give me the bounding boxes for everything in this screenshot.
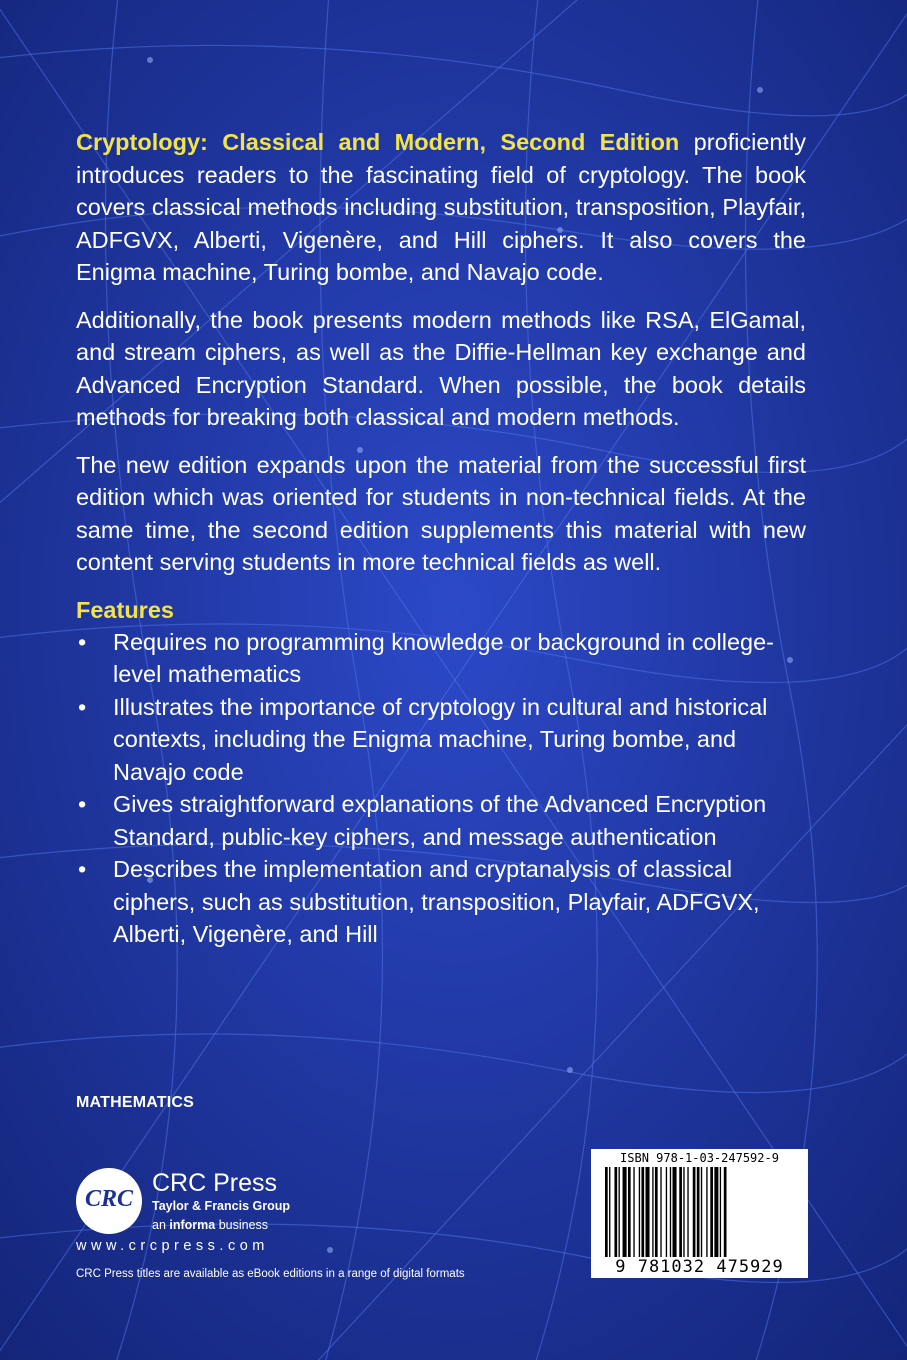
barcode-bar <box>614 1167 617 1257</box>
publisher-website: www.crcpress.com <box>76 1238 269 1254</box>
feature-item <box>76 788 806 853</box>
barcode-bar <box>619 1167 620 1257</box>
book-title: Cryptology: Classical and Modern, Second Edition <box>76 129 680 155</box>
description-block <box>76 126 806 951</box>
isbn-label: ISBN 978-1-03-247592-9 <box>620 1151 779 1165</box>
feature-text: Requires no programming knowledge or background in college-level mathematics <box>113 628 774 687</box>
barcode-bar <box>633 1167 634 1257</box>
description-paragraph-2: Additionally, the book presents modern methods like RSA, ElGamal, and stream ciphers, as well as the Diffie-Hellman key exchange and Advanced Encryption Standard. When possible, the book details methods for breaking both classical and modern methods. <box>76 306 806 430</box>
feature-text: Gives straightforward explanations of the Advanced Encryption Standard, public-key ciphers, and message authentication <box>113 791 767 850</box>
bullet-icon: • <box>78 693 87 720</box>
feature-text: Illustrates the importance of cryptology in cultural and historical contexts, including the Enigma machine, Turing bombe, and Navajo code <box>113 693 768 785</box>
barcode-bar <box>628 1167 631 1257</box>
barcode-bar <box>701 1167 702 1257</box>
bullet-icon: • <box>78 791 87 817</box>
feature-text: Describes the implementation and cryptanalysis of classical ciphers, such as substitution, transposition, Playfair, ADFGVX, Alberti, Vigenère, and Hill <box>113 856 760 947</box>
publisher-informa-line: an informa business <box>152 1218 269 1232</box>
barcode-bar <box>673 1167 677 1257</box>
barcode-bar <box>655 1167 658 1257</box>
features-section <box>76 594 806 951</box>
barcode-bar <box>670 1167 671 1257</box>
feature-item <box>76 691 806 789</box>
isbn-digits: 9 781032 475929 <box>615 1257 784 1277</box>
crc-logo-icon <box>76 1168 142 1234</box>
features-heading: Features <box>76 596 174 623</box>
barcode-bars <box>603 1167 796 1259</box>
description-paragraph-1-text: proficiently introduces readers to the fascinating field of cryptology. The book covers classical methods including substitution, transposition, Playfair, ADFGVX, Alberti, Vigenère, and Hill ciphers. It also covers the Enigma machine, Turing bombe, and Navajo code. <box>76 129 806 285</box>
publisher-group: Taylor & Francis Group <box>152 1199 290 1213</box>
features-list <box>76 626 806 951</box>
barcode-bar <box>714 1167 718 1257</box>
feature-item <box>76 853 806 951</box>
barcode-bar <box>679 1167 682 1257</box>
barcode-bar <box>605 1167 608 1257</box>
barcode-bar <box>641 1167 644 1257</box>
description-paragraph-3: The new edition expands upon the material from the successful first edition which was oriented for students in non-technical fields. At the same time, the second edition supplements this material with new content serving students in more technical fields as well. <box>76 451 806 575</box>
barcode-bar <box>693 1167 696 1257</box>
barcode-bar <box>706 1167 707 1257</box>
bullet-icon: • <box>78 856 87 882</box>
barcode-bar <box>724 1167 727 1257</box>
barcode-bar <box>666 1167 667 1257</box>
barcode-bar <box>652 1167 653 1257</box>
feature-item <box>76 626 806 691</box>
subject-label: MATHEMATICS <box>76 1094 195 1111</box>
barcode-bar <box>623 1167 627 1257</box>
ebook-availability-note: CRC Press titles are available as eBook editions in a range of digital formats <box>76 1268 465 1280</box>
bullet-icon: • <box>78 628 87 655</box>
barcode-bar <box>660 1167 661 1257</box>
barcode-bar <box>683 1167 684 1257</box>
informa-brand: informa <box>169 1218 216 1232</box>
barcode-bar <box>697 1167 700 1257</box>
barcode-bar <box>687 1167 688 1257</box>
publisher-name: CRC Press <box>152 1169 278 1197</box>
barcode-bar <box>609 1167 610 1257</box>
barcode-bar <box>710 1167 713 1257</box>
description-paragraph-1 <box>76 126 806 289</box>
barcode-bar <box>720 1167 721 1257</box>
barcode-bar <box>646 1167 650 1257</box>
crc-logo-text: CRC <box>84 1186 134 1212</box>
barcode-bar <box>639 1167 640 1257</box>
publisher-logo <box>76 1168 376 1238</box>
isbn-barcode <box>591 1149 808 1278</box>
